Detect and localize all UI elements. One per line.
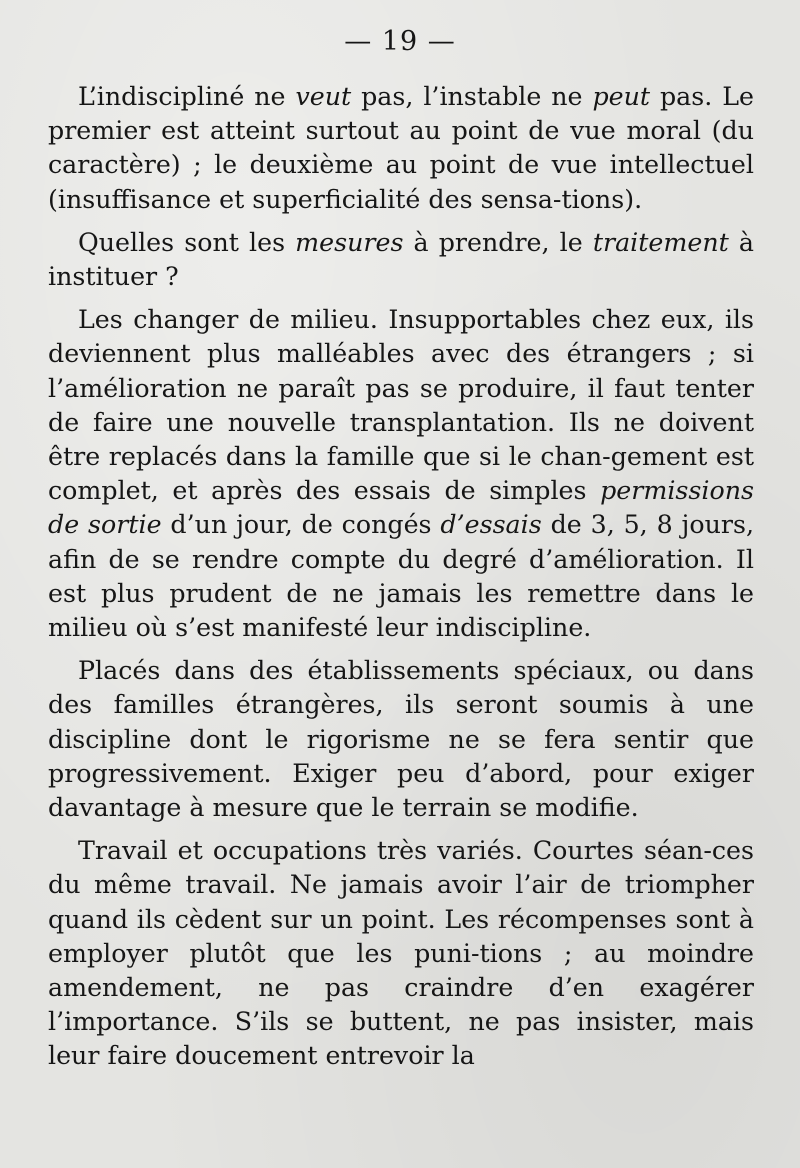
text-run: L’indiscipliné ne [78,82,296,111]
paragraph [48,80,754,217]
text-run: à instituer ? [48,227,754,292]
italic-text: peut [592,82,651,111]
text-run: Placés dans des établissements spéciaux, ou dans des familles étrangères, ils seront soumis à une discipline dont le rigorisme ne se fera sentir que progressivement. Exiger peu d’abord, pour exiger davantage à mesure que le terrain se modifie. [48,656,754,823]
text-run: à prendre, le [403,227,593,257]
italic-text: permissions de sortie [48,476,754,540]
text-run: Quelles sont les [78,227,296,257]
paragraph [48,654,754,825]
body-text [48,80,754,1074]
text-run: pas, l’instable ne [351,82,593,111]
paragraph [48,303,754,645]
paragraph [48,226,754,294]
page-number: — 19 — [344,26,456,57]
italic-text: veut [295,82,352,111]
italic-text: mesures [295,227,404,257]
text-run: d’un jour, de congés [161,510,441,540]
text-run: pas. Le premier est atteint surtout au point de vue moral (du caractère) ; le deuxième au point de vue intellectuel (insuffisance et superficialité des sensa-tions). [48,82,754,214]
text-run: de 3, 5, 8 jours, afin de se rendre compte du degré d’amélioration. Il est plus prudent de ne jamais les remettre dans le milieu où s’est manifesté leur indiscipline. [48,510,755,643]
text-run: Travail et occupations très variés. Courtes séan-ces du même travail. Ne jamais avoir l’air de triompher quand ils cèdent sur un point. Les récompenses sont à employer plutôt que les puni-tions ; au moindre amendement, ne pas craindre d’en exagérer l’importance. S’ils se buttent, ne pas insister, mais leur faire doucement entrevoir la [48,836,754,1071]
text-run: Les changer de milieu. Insupportables chez eux, ils deviennent plus malléables avec des étrangers ; si l’amélioration ne paraît pas se produire, il faut tenter de faire une nouvelle transplantation. Ils ne doivent être replacés dans la famille que si le chan-gement est complet, et après des essais de simples [48,305,754,506]
italic-text: traitement [592,227,729,257]
paragraph [48,834,754,1073]
italic-text: d’essais [440,510,542,540]
